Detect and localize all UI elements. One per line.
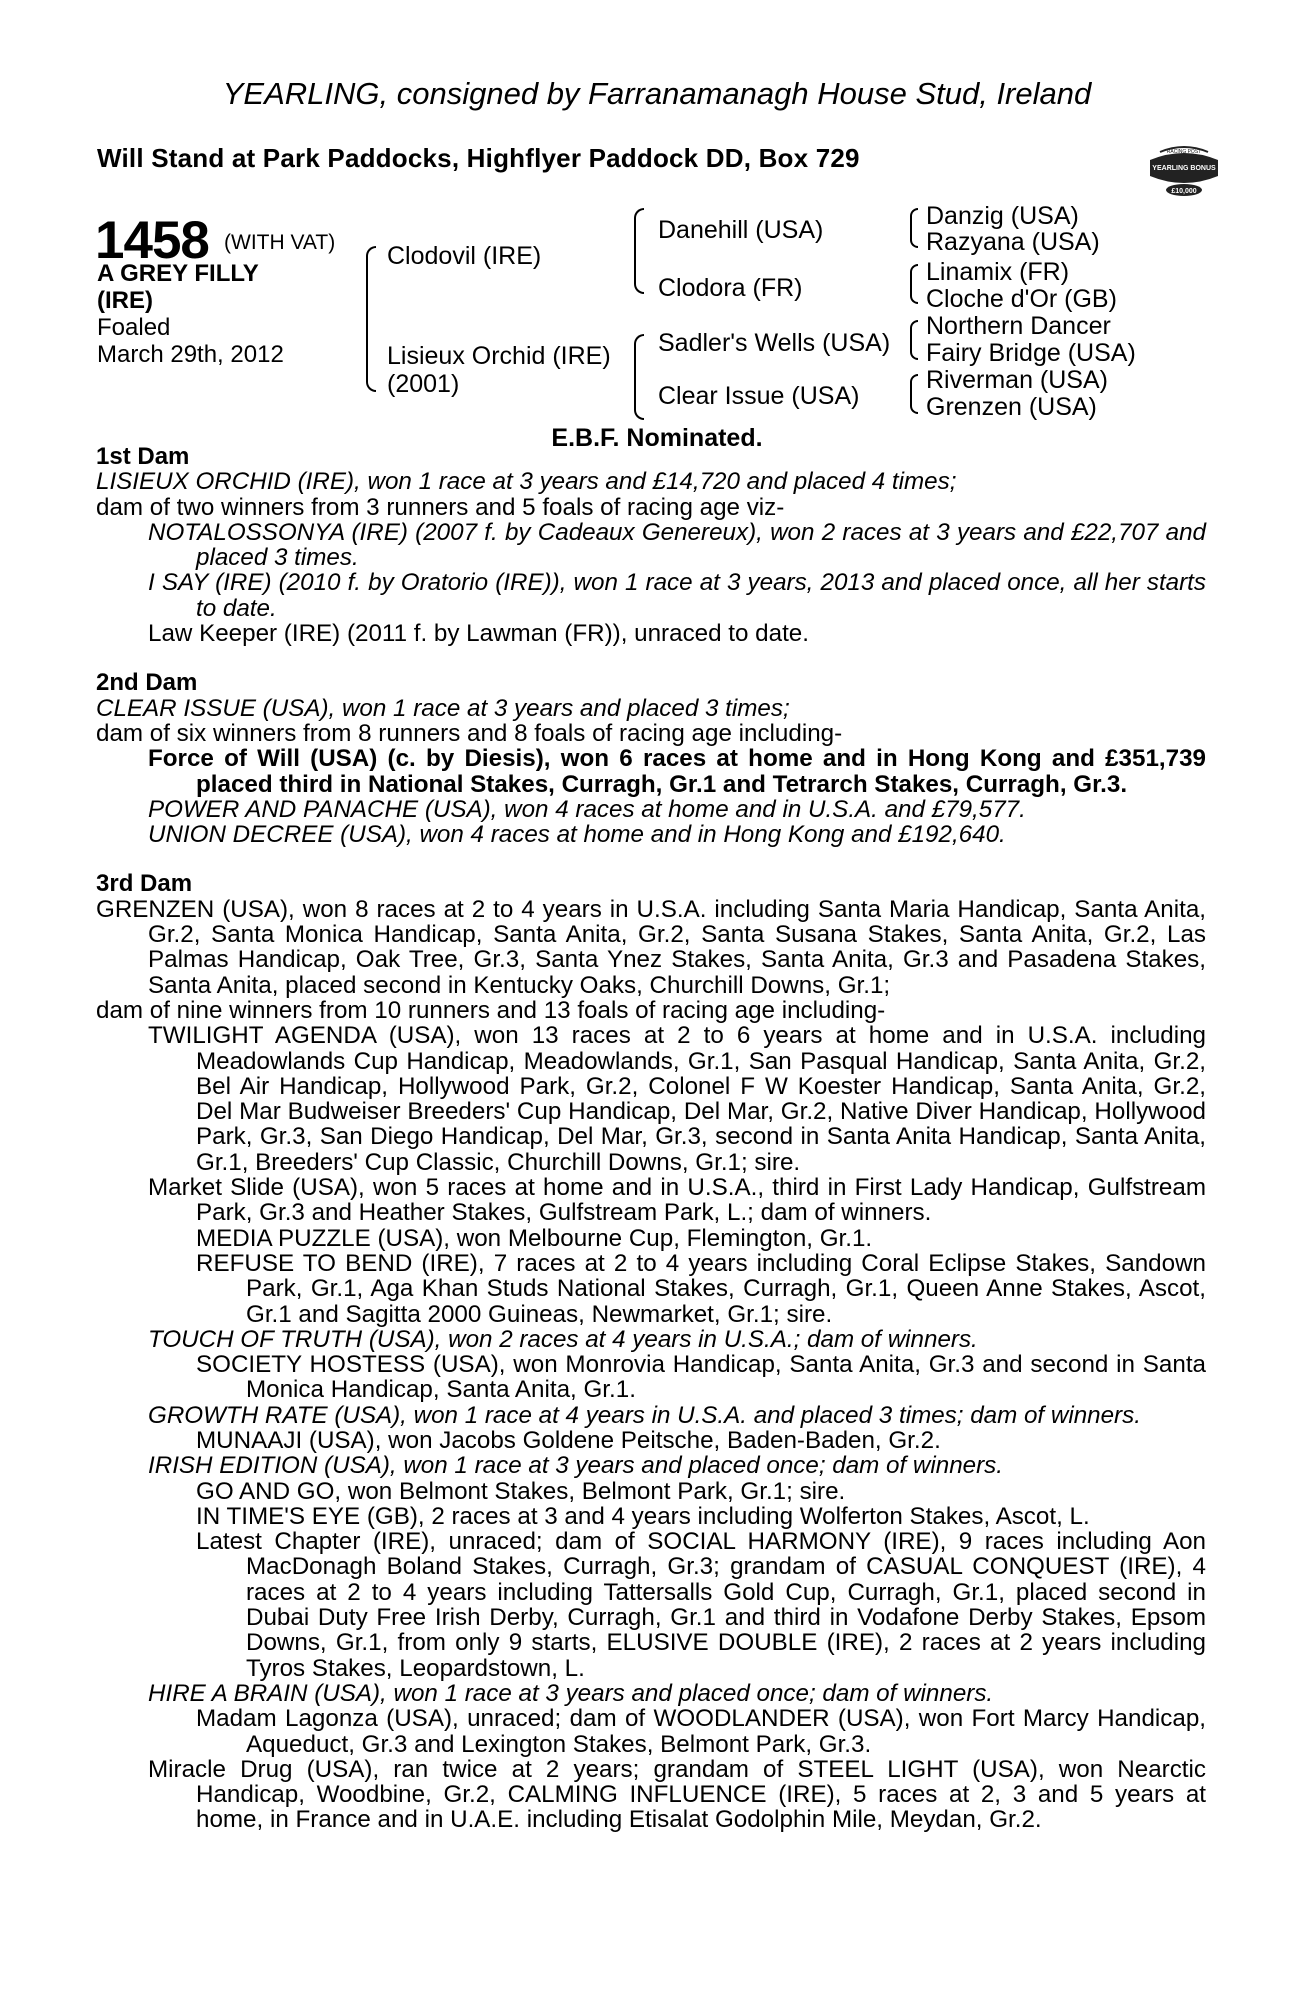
- produce-entry: HIRE A BRAIN (USA), won 1 race at 3 years and placed once; dam of winners.: [148, 1679, 994, 1707]
- spacer: [96, 646, 1206, 670]
- first-dam-produce: dam of two winners from 3 runners and 5 foals of racing age viz-: [96, 493, 785, 521]
- pedigree-dam-sire: Sadler's Wells (USA): [658, 329, 891, 357]
- third-dam-produce: dam of nine winners from 10 runners and 13 foals of racing age including-: [96, 996, 886, 1024]
- foaled-label: Foaled: [97, 314, 171, 341]
- produce-entry: IRISH EDITION (USA), won 1 race at 3 years and placed once; dam of winners.: [148, 1452, 1003, 1480]
- pedigree-sire-dam: Clodora (FR): [658, 274, 803, 302]
- produce-entry: TWILIGHT AGENDA (USA), won 13 races at 2 to 6 years at home and in U.S.A. including Meadowlands Cup Handicap, Meadowlands, Gr.1, San Pasqual Handicap, Santa Anita, Gr.2, Bel Air Handicap, Hollywood Park, Gr.2, Colonel F W Koester Handicap, Santa Anita, Gr.2, Del Mar Budweiser Breeders' Cup Handicap, Del Mar, Gr.2, Native Diver Handicap, Hollywood Park, Gr.3, San Diego Handicap, Del Mar, Gr.3, second in Santa Anita Handicap, Santa Anita, Gr.1, Breeders' Cup Classic, Churchill Downs, Gr.1; sire.: [148, 1022, 1206, 1176]
- produce-entry: UNION DECREE (USA), won 4 races at home and in Hong Kong and £192,640.: [148, 821, 1006, 849]
- produce-entry: Madam Lagonza (USA), unraced; dam of WOODLANDER (USA), won Fort Marcy Handicap, Aqueduct, Gr.3 and Lexington Stakes, Belmont Park, Gr.3.: [196, 1705, 1206, 1758]
- pedigree-sdd: Cloche d'Or (GB): [926, 285, 1117, 313]
- brace-gen2-dam: [634, 334, 644, 420]
- second-dam-heading: 2nd Dam: [96, 669, 198, 697]
- stand-location: Will Stand at Park Paddocks, Highflyer Paddock DD, Box 729: [97, 143, 860, 173]
- pedigree-dds: Riverman (USA): [926, 366, 1108, 394]
- produce-entry: REFUSE TO BEND (IRE), 7 races at 2 to 4 years including Coral Eclipse Stakes, Sandown Park, Gr.1, Aga Khan Studs National Stakes, Curragh, Gr.1, Queen Anne Stakes, Ascot, Gr.1 and Sagitta 2000 Guineas, Newmarket, Gr.1; sire.: [196, 1249, 1206, 1328]
- produce-entry: IN TIME'S EYE (GB), 2 races at 3 and 4 years including Wolferton Stakes, Ascot, L.: [196, 1502, 1090, 1530]
- pedigree-sire-sire: Danehill (USA): [658, 216, 824, 244]
- third-dam-record: GRENZEN (USA), won 8 races at 2 to 4 years in U.S.A. including Santa Maria Handicap, Santa Anita, Gr.2, Santa Monica Handicap, Santa Anita, Gr.2, Santa Susana Stakes, Santa Anita, Gr.2, Las Palmas Handicap, Oak Tree, Gr.3, Santa Ynez Stakes, Santa Anita, Gr.3 and Pasadena Stakes, Santa Anita, placed second in Kentucky Oaks, Churchill Downs, Gr.1;: [96, 895, 1206, 999]
- second-dam-produce: dam of six winners from 8 runners and 8 foals of racing age including-: [96, 719, 843, 747]
- ebf-nomination: E.B.F. Nominated.: [551, 424, 763, 452]
- lot-number: 1458: [95, 211, 209, 270]
- produce-entry: SOCIETY HOSTESS (USA), won Monrovia Handicap, Santa Anita, Gr.3 and second in Santa Monica Handicap, Santa Anita, Gr.1.: [196, 1351, 1206, 1404]
- third-dam-heading: 3rd Dam: [96, 870, 193, 898]
- produce-entry: GROWTH RATE (USA), won 1 race at 4 years in U.S.A. and placed 3 times; dam of winners.: [148, 1401, 1141, 1429]
- pedigree-sds: Linamix (FR): [926, 258, 1070, 286]
- brace-gen3-2: [910, 264, 918, 304]
- produce-entry: Law Keeper (IRE) (2011 f. by Lawman (FR)), unraced to date.: [148, 620, 809, 648]
- brace-gen3-1: [910, 208, 918, 248]
- produce-entry: MEDIA PUZZLE (USA), won Melbourne Cup, Flemington, Gr.1.: [196, 1224, 873, 1252]
- produce-entry: NOTALOSSONYA (IRE) (2007 f. by Cadeaux Genereux), won 2 races at 3 years and £22,707 and placed 3 times.: [148, 518, 1206, 572]
- brace-gen3-3: [910, 320, 918, 360]
- vat-note: (WITH VAT): [224, 231, 336, 254]
- produce-entry: POWER AND PANACHE (USA), won 4 races at home and in U.S.A. and £79,577.: [148, 795, 1026, 823]
- brace-gen2-sire: [634, 208, 644, 294]
- badge-line2: YEARLING BONUS: [1152, 165, 1216, 172]
- page-title: YEARLING, consigned by Farranamanagh House Stud, Ireland: [222, 76, 1092, 111]
- yearling-bonus-badge-icon: [1146, 140, 1222, 198]
- pedigree-sire: Clodovil (IRE): [387, 242, 542, 270]
- produce-entry: GO AND GO, won Belmont Stakes, Belmont Park, Gr.1; sire.: [196, 1477, 846, 1505]
- produce-entry: Latest Chapter (IRE), unraced; dam of SOCIAL HARMONY (IRE), 9 races including Aon MacDonagh Boland Stakes, Curragh, Gr.3; grandam of CASUAL CONQUEST (IRE), 4 races at 2 to 4 years including Tattersalls Gold Cup, Curragh, Gr.1, placed second in Dubai Duty Free Irish Derby, Curragh, Gr.1 and third in Vodafone Derby Stakes, Epsom Downs, Gr.1, from only 9 starts, ELUSIVE DOUBLE (IRE), 2 races at 2 years including Tyros Stakes, Leopardstown, L.: [196, 1528, 1206, 1682]
- pedigree-dam-year: (2001): [387, 370, 460, 398]
- brace-gen1: [366, 246, 376, 392]
- pedigree-sss: Danzig (USA): [926, 202, 1079, 230]
- spacer: [96, 847, 1206, 871]
- produce-entry: I SAY (IRE) (2010 f. by Oratorio (IRE)), won 1 race at 3 years, 2013 and placed once, all her starts to date.: [148, 569, 1206, 622]
- badge-line1: RACING POST: [1166, 149, 1202, 155]
- lot-description: [97, 260, 317, 368]
- first-dam-record: LISIEUX ORCHID (IRE), won 1 race at 3 years and £14,720 and placed 4 times;: [96, 468, 957, 496]
- pedigree-ddd: Grenzen (USA): [926, 393, 1097, 421]
- produce-entry: MUNAAJI (USA), won Jacobs Goldene Peitsche, Baden-Baden, Gr.2.: [196, 1426, 941, 1454]
- badge-line3: £10,000: [1171, 188, 1197, 195]
- pedigree-ssd: Razyana (USA): [926, 228, 1100, 256]
- produce-entry: Force of Will (USA) (c. by Diesis), won 6 races at home and in Hong Kong and £351,739 placed third in National Stakes, Curragh, Gr.1 and Tetrarch Stakes, Curragh, Gr.3.: [148, 745, 1206, 798]
- pedigree-dam-dam: Clear Issue (USA): [658, 382, 860, 410]
- pedigree-dsd: Fairy Bridge (USA): [926, 339, 1136, 367]
- catalogue-body: [96, 444, 1206, 1833]
- foaled-date: March 29th, 2012: [97, 341, 284, 368]
- lot-desc-line1: A GREY FILLY: [97, 260, 259, 287]
- second-dam-record: CLEAR ISSUE (USA), won 1 race at 3 years and placed 3 times;: [96, 694, 790, 722]
- produce-entry: Market Slide (USA), won 5 races at home and in U.S.A., third in First Lady Handicap, Gulfstream Park, Gr.3 and Heather Stakes, Gulfstream Park, L.; dam of winners.: [148, 1174, 1206, 1227]
- first-dam-heading: 1st Dam: [96, 443, 190, 470]
- produce-entry: Miracle Drug (USA), ran twice at 2 years; grandam of STEEL LIGHT (USA), won Nearctic Handicap, Woodbine, Gr.2, CALMING INFLUENCE (IRE), 5 races at 2, 3 and 5 years at home, in France and in U.A.E. including Etisalat Godolphin Mile, Meydan, Gr.2.: [148, 1755, 1206, 1834]
- pedigree-dam: Lisieux Orchid (IRE): [387, 342, 611, 370]
- produce-entry: TOUCH OF TRUTH (USA), won 2 races at 4 years in U.S.A.; dam of winners.: [148, 1325, 978, 1353]
- brace-gen3-4: [910, 374, 918, 414]
- pedigree-dss: Northern Dancer: [926, 312, 1111, 340]
- lot-desc-line2: (IRE): [97, 287, 153, 314]
